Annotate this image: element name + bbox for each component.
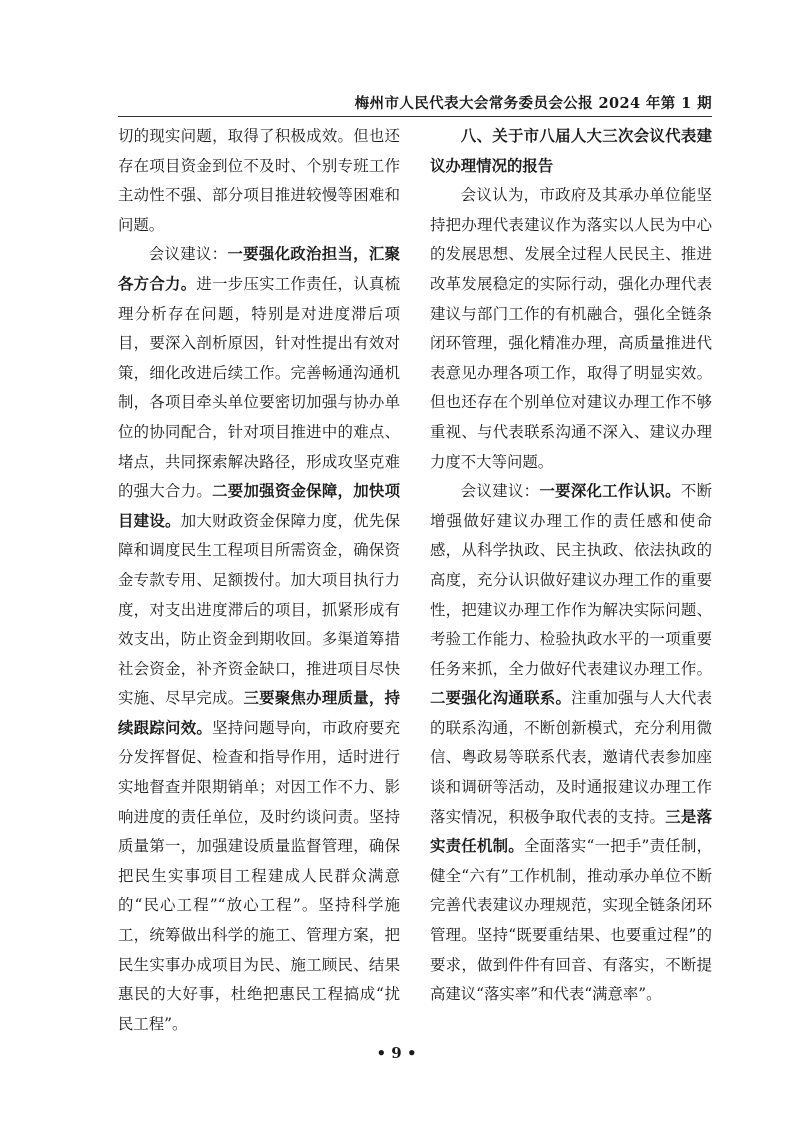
paragraph-suggestions-right — [430, 477, 712, 1010]
page-number: • 9 • — [376, 1044, 417, 1062]
suggestion-lead: 会议建议： — [148, 245, 228, 264]
paragraph-continued: 切的现实问题，取得了积极成效。但也还存在项目资金到位不及时、个别专班工作主动性不强、部分项目推进较慢等困难和问题。 — [118, 127, 400, 234]
bulletin-header: 梅州市人民代表大会常务委员会公报 2024 年第 1 期 — [354, 95, 712, 112]
point-three-heading: 三要聚焦办理质量，持续跟踪问效。 — [118, 689, 400, 737]
header-divider — [118, 116, 712, 117]
point-two-text: 加大财政资金保障力度，优先保障和调度民生工程项目所需资金，确保资金专款专用、足额拨付。加大项目执行力度，对支出进度滞后的项目，抓紧形成有效支出，防止资金到期收回。多渠道筹措社会资金，补齐资金缺口，推进项目尽快实施、尽早完成。 — [118, 511, 400, 708]
point-three-heading: 三是落实责任机制。 — [430, 807, 712, 856]
point-three-text: 坚持问题导向，市政府要充分发挥督促、检查和指导作用，适时进行实地督查并限期销单；对因工作不力、影响进度的责任单位，及时约谈问责。坚持质量第一，加强建设质量监督管理，确保把民生实事项目工程建成人民群众满意的“民心工程”“放心工程”。坚持科学施工，统筹做出科学的施工、管理方案，把民生实事办成项目为民、施工顾民、结果惠民的大好事，杜绝把惠民工程搞成“扰民工程”。 — [118, 718, 400, 1033]
point-two-heading: 二要加强资金保障，加快项目建设。 — [118, 482, 400, 530]
point-two-text: 注重加强与人大代表的联系沟通，不断创新模式，充分利用微信、粤政易等联系代表，邀请代表参加座谈和调研等活动，及时通报建议办理工作落实情况，积极争取代表的支持。 — [430, 689, 712, 826]
point-three-text: 全面落实“一把手”责任制，健全“六有”工作机制，推动承办单位不断完善代表建议办理规范，实现全链条闭环管理。坚持“既要重结果、也要重过程”的要求，做到件件有回音、有落实，不断提高建议“落实率”和代表“满意率”。 — [430, 837, 712, 1004]
paragraph-assessment: 会议认为，市政府及其承办单位能坚持把办理代表建议作为落实以人民为中心的发展思想、发展全过程人民民主、推进改革发展稳定的实际行动，强化办理代表建议与部门工作的有机融合，强化全链条闭环管理，强化精准办理，高质量推进代表意见办理各项工作，取得了明显实效。但也还存在个别单位对建议办理工作不够重视、与代表联系沟通不深入、建议办理力度不大等问题。 — [430, 186, 712, 471]
point-one-text: 不断增强做好建议办理工作的责任感和使命感，从科学执政、民主执政、依法执政的高度，充分认识做好建议办理工作的重要性，把建议办理工作作为解决实际问题、考验工作能力、检验执政水平的一项重要任务来抓，全力做好代表建议办理工作。 — [430, 482, 712, 678]
point-one-heading: 一要强化政治担当，汇聚各方合力。 — [118, 245, 400, 293]
point-one-text: 进一步压实工作责任，认真梳理分析存在问题，特别是对进度滞后项目，要深入剖析原因，针对性提出有效对策，细化改进后续工作。完善畅通沟通机制，各项目牵头单位要密切加强与协办单位的协同配合，针对项目推进中的难点、堵点，共同探索解决路径，形成攻坚克难的强大合力。 — [118, 274, 400, 501]
left-column — [118, 122, 400, 1039]
right-column — [430, 122, 712, 1010]
paragraph-suggestions-left — [118, 240, 400, 1039]
point-one-heading: 一要深化工作认识。 — [539, 482, 681, 501]
point-two-heading: 二要强化沟通联系。 — [430, 689, 572, 708]
suggestion-lead: 会议建议： — [460, 482, 540, 501]
section-title: 八、关于市八届人大三次会议代表建议办理情况的报告 — [430, 127, 712, 175]
